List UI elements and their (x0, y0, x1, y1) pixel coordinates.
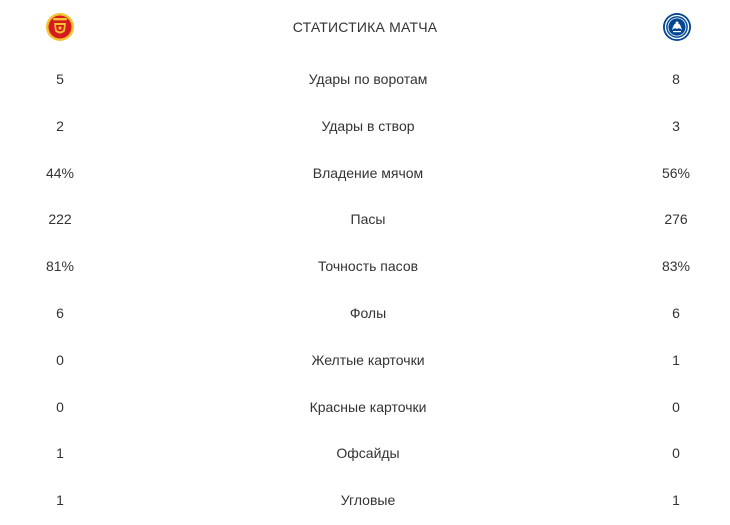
stat-label: Красные карточки (309, 398, 427, 415)
home-value: 2 (56, 117, 64, 134)
away-value: 3 (672, 117, 680, 134)
stat-row-shots-on-target (0, 104, 730, 151)
home-value: 44% (45, 164, 75, 181)
home-value: 0 (56, 398, 64, 415)
stat-row-yellow-cards (0, 338, 730, 385)
home-value: 1 (56, 492, 64, 509)
stat-label: Желтые карточки (311, 351, 425, 368)
home-value: 0 (56, 351, 64, 368)
page-title: СТАТИСТИКА МАТЧА (292, 19, 438, 35)
stat-label: Владение мячом (312, 164, 424, 181)
away-value: 1 (672, 492, 680, 509)
match-stats-header (0, 0, 730, 56)
stat-label: Фолы (349, 304, 387, 321)
home-value: 5 (56, 71, 64, 87)
away-value: 0 (672, 398, 680, 415)
stat-row-pass-accuracy (0, 244, 730, 291)
stat-row-shots (0, 57, 730, 104)
stat-label: Пасы (350, 211, 386, 228)
stat-row-fouls (0, 291, 730, 338)
away-value: 8 (672, 71, 680, 87)
stat-label: Угловые (340, 492, 396, 509)
away-value: 56% (661, 164, 691, 181)
stat-label: Удары в створ (321, 117, 415, 134)
stat-row-passes (0, 197, 730, 244)
home-value: 1 (56, 445, 64, 462)
home-value: 6 (56, 304, 64, 321)
away-value: 0 (672, 445, 680, 462)
away-value: 6 (672, 304, 680, 321)
chelsea-crest-icon (662, 12, 692, 42)
home-value: 81% (45, 258, 75, 275)
stat-row-offsides (0, 431, 730, 478)
away-value: 1 (672, 351, 680, 368)
stat-label: Удары по воротам (308, 71, 428, 87)
home-value: 222 (48, 211, 72, 228)
away-value: 276 (664, 211, 688, 228)
stat-label: Точность пасов (317, 258, 419, 275)
stat-row-possession (0, 151, 730, 198)
stat-row-corners (0, 478, 730, 525)
stat-label: Офсайды (336, 445, 400, 462)
stats-table (0, 57, 730, 525)
away-value: 83% (661, 258, 691, 275)
stat-row-red-cards (0, 385, 730, 432)
